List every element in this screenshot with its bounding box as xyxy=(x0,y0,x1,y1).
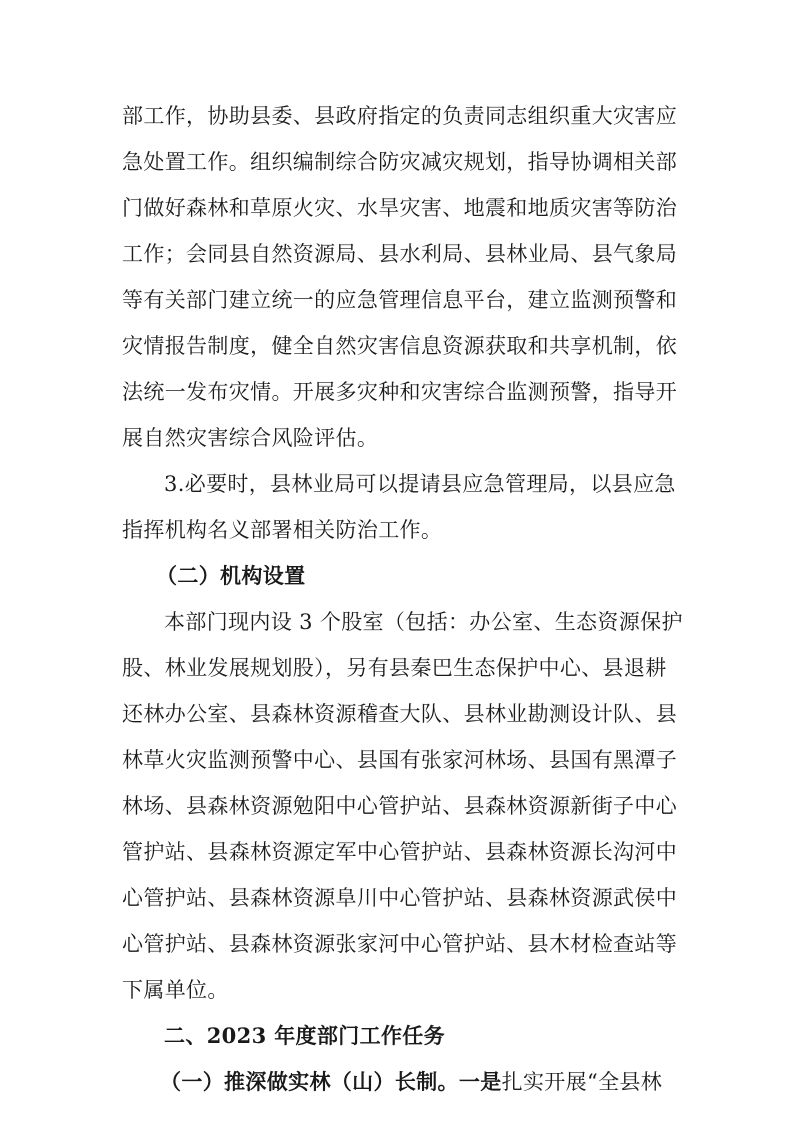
body-line: 指挥机构名义部署相关防治工作。 xyxy=(122,518,443,542)
task-line xyxy=(160,1068,682,1096)
task-text: 扎实开展“全县林 xyxy=(501,1070,663,1094)
body-line: 心管护站、县森林资源阜川中心管护站、县森林资源武侯中 xyxy=(122,886,678,910)
body-line: 法统一发布灾情。开展多灾种和灾害综合监测预警，指导开 xyxy=(122,380,678,404)
paragraph-line-3: 3.必要时，县林业局可以提请县应急管理局，以县应急 xyxy=(164,472,676,496)
body-line: 林草火灾监测预警中心、县国有张家河林场、县国有黑潭子 xyxy=(122,748,678,772)
body-line: 等有关部门建立统一的应急管理信息平台，建立监测预警和 xyxy=(122,288,678,312)
body-line: 股、林业发展规划股），另有县秦巴生态保护中心、县退耕 xyxy=(122,656,667,680)
task-heading-bold: （一）推深做实林（山）长制。一是 xyxy=(160,1069,502,1094)
body-line: 管护站、县森林资源定军中心管护站、县森林资源长沟河中 xyxy=(122,840,678,864)
body-line: 急处置工作。组织编制综合防灾减灾规划，指导协调相关部 xyxy=(122,150,678,174)
paragraph-line-institution: 本部门现内设 3 个股室（包括：办公室、生态资源保护 xyxy=(164,610,683,634)
body-line: 林场、县森林资源勉阳中心管护站、县森林资源新街子中心 xyxy=(122,794,678,818)
body-line: 部工作，协助县委、县政府指定的负责同志组织重大灾害应 xyxy=(122,104,678,128)
body-line: 工作；会同县自然资源局、县水利局、县林业局、县气象局 xyxy=(122,242,678,266)
body-line: 灾情报告制度，健全自然灾害信息资源获取和共享机制，依 xyxy=(122,334,678,358)
body-line: 心管护站、县森林资源张家河中心管护站、县木材检查站等 xyxy=(122,932,678,956)
body-line: 门做好森林和草原火灾、水旱灾害、地震和地质灾害等防治 xyxy=(122,196,678,220)
body-line: 还林办公室、县森林资源稽查大队、县林业勘测设计队、县 xyxy=(122,702,678,726)
body-line: 下属单位。 xyxy=(122,978,229,1002)
section-heading-institution: （二）机构设置 xyxy=(156,563,306,588)
section-heading-tasks: 二、2023 年度部门工作任务 xyxy=(164,1023,446,1048)
body-line: 展自然灾害综合风险评估。 xyxy=(122,426,379,450)
